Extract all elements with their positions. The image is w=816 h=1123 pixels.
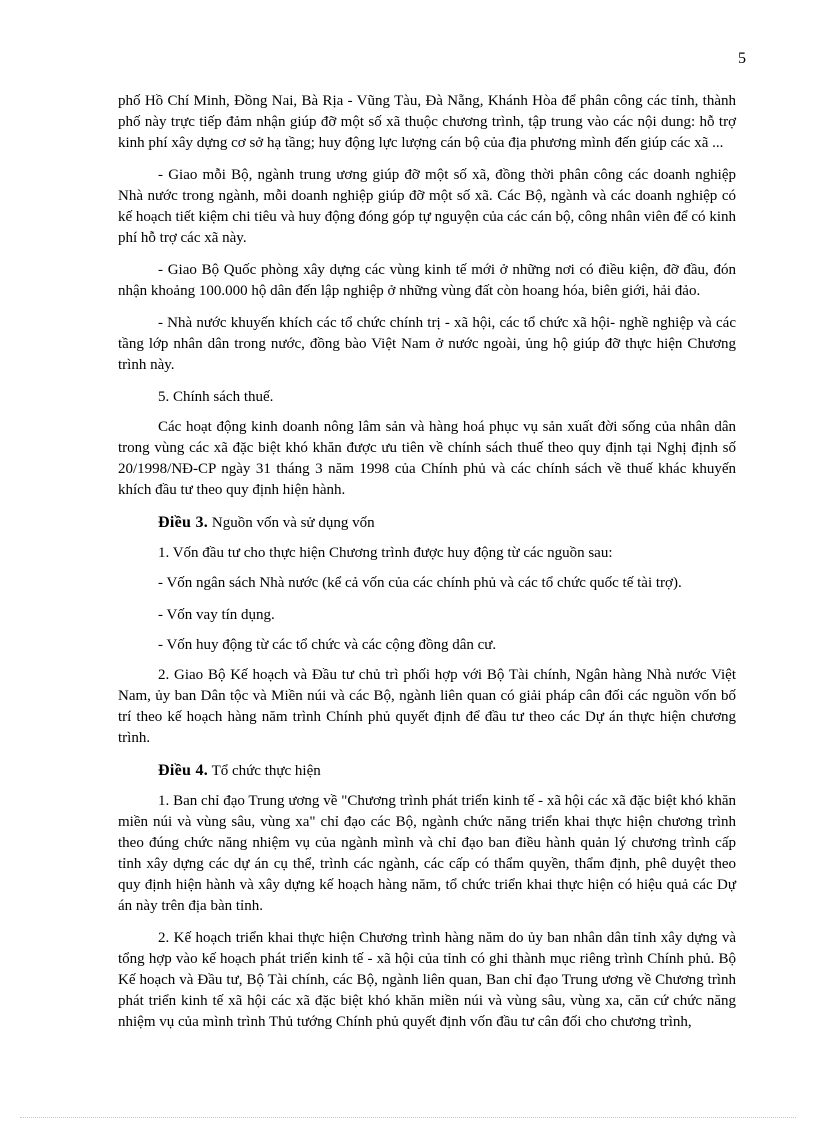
article-title: Tổ chức thực hiện [208,763,321,779]
article-title: Nguồn vốn và sử dụng vốn [208,515,375,531]
article-number: Điều 3. [158,514,209,531]
paragraph: 1. Vốn đầu tư cho thực hiện Chương trình được huy động từ các nguồn sau: [158,545,613,561]
document-body [118,91,736,1044]
paragraph: Các hoạt động kinh doanh nông lâm sản và hàng hoá phục vụ sản xuất đời sống của nhân dân trong vùng các xã đặc biệt khó khăn được ưu tiên về chính sách thuế theo quy định tại Nghị định số 20/1998/NĐ-CP ngày 31 tháng 3 năm 1998 của Chính phủ và các chính sách về thuế khác khuyến khích đầu tư theo quy định hiện hành. [118,419,736,498]
article-heading-4 [118,760,736,782]
paragraph: 1. Ban chỉ đạo Trung ương về "Chương trình phát triển kinh tế - xã hội các xã đặc biệt khó khăn miền núi và vùng sâu, vùng xa" chỉ đạo các Bộ, ngành chức năng triển khai thực hiện chương trình theo đúng chức năng nhiệm vụ của ngành mình và chỉ đạo ban điều hành quản lý chương trình cấp tỉnh xây dựng các dự án cụ thể, trình các ngành, các cấp có thẩm quyền, thẩm định, phê duyệt theo quy định hiện hành và xây dựng kế hoạch hàng năm, tổ chức triển khai thực hiện có hiệu quả các Dự án này trên địa bàn tỉnh. [118,793,736,914]
article-number: Điều 4. [158,762,209,779]
paragraph: - Vốn ngân sách Nhà nước (kể cả vốn của các chính phủ và các tổ chức quốc tế tài trợ). [158,575,682,591]
paragraph: 2. Kế hoạch triển khai thực hiện Chương trình hàng năm do ủy ban nhân dân tỉnh xây dựng và tổng hợp vào kế hoạch phát triển kinh tế - xã hội của tỉnh có ghi thành mục riêng trình Chính phủ. Bộ Kế hoạch và Đầu tư, Bộ Tài chính, các Bộ, ngành liên quan, Ban chỉ đạo Trung ương về Chương trình phát triển kinh tế xã hội các xã đặc biệt khó khăn miền núi và vùng sâu, vùng xa, căn cứ chức năng nhiệm vụ của mình trình Thủ tướng Chính phủ quyết định vốn đầu tư cân đối cho chương trình, [118,930,736,1030]
paragraph: - Vốn vay tín dụng. [158,607,275,623]
paragraph: 2. Giao Bộ Kế hoạch và Đầu tư chủ trì phối hợp với Bộ Tài chính, Ngân hàng Nhà nước Việt Nam, ủy ban Dân tộc và Miền núi và các Bộ, ngành liên quan có giải pháp cân đối các nguồn vốn bố trí theo kế hoạch hàng năm trình Chính phủ quyết định để đầu tư theo các Dự án thực hiện chương trình. [118,667,736,746]
paragraph: phố Hồ Chí Minh, Đồng Nai, Bà Rịa - Vũng Tàu, Đà Nẵng, Khánh Hòa để phân công các tỉnh, thành phố này trực tiếp đảm nhận giúp đỡ một số xã thuộc chương trình, tập trung vào các nội dung: hỗ trợ kinh phí xây dựng cơ sở hạ tầng; huy động lực lượng cán bộ của địa phương mình đến giúp các xã ... [118,93,736,151]
paragraph: - Nhà nước khuyến khích các tổ chức chính trị - xã hội, các tổ chức xã hội- nghề nghiệp và các tầng lớp nhân dân trong nước, đồng bào Việt Nam ở nước ngoài, ủng hộ giúp đỡ thực hiện Chương trình này. [118,315,736,373]
paragraph: - Vốn huy động từ các tổ chức và các cộng đồng dân cư. [158,637,497,653]
section-item-tax: 5. Chính sách thuế. [158,389,274,405]
paragraph: - Giao Bộ Quốc phòng xây dựng các vùng kinh tế mới ở những nơi có điều kiện, đỡ đầu, đón nhận khoảng 100.000 hộ dân đến lập nghiệp ở những vùng đất còn hoang hóa, biên giới, hải đảo. [118,262,736,299]
page-number: 5 [738,50,746,67]
page-bottom-divider [20,1117,796,1118]
paragraph: - Giao mỗi Bộ, ngành trung ương giúp đỡ một số xã, đồng thời phân công các doanh nghiệp Nhà nước trong ngành, mỗi doanh nghiệp giúp đỡ một số xã. Các Bộ, ngành và các doanh nghiệp có kế hoạch tiết kiệm chi tiêu và huy động đóng góp tự nguyện của các cán bộ, công nhân viên để có kinh phí hỗ trợ các xã này. [118,167,736,246]
article-heading-3 [118,512,736,534]
